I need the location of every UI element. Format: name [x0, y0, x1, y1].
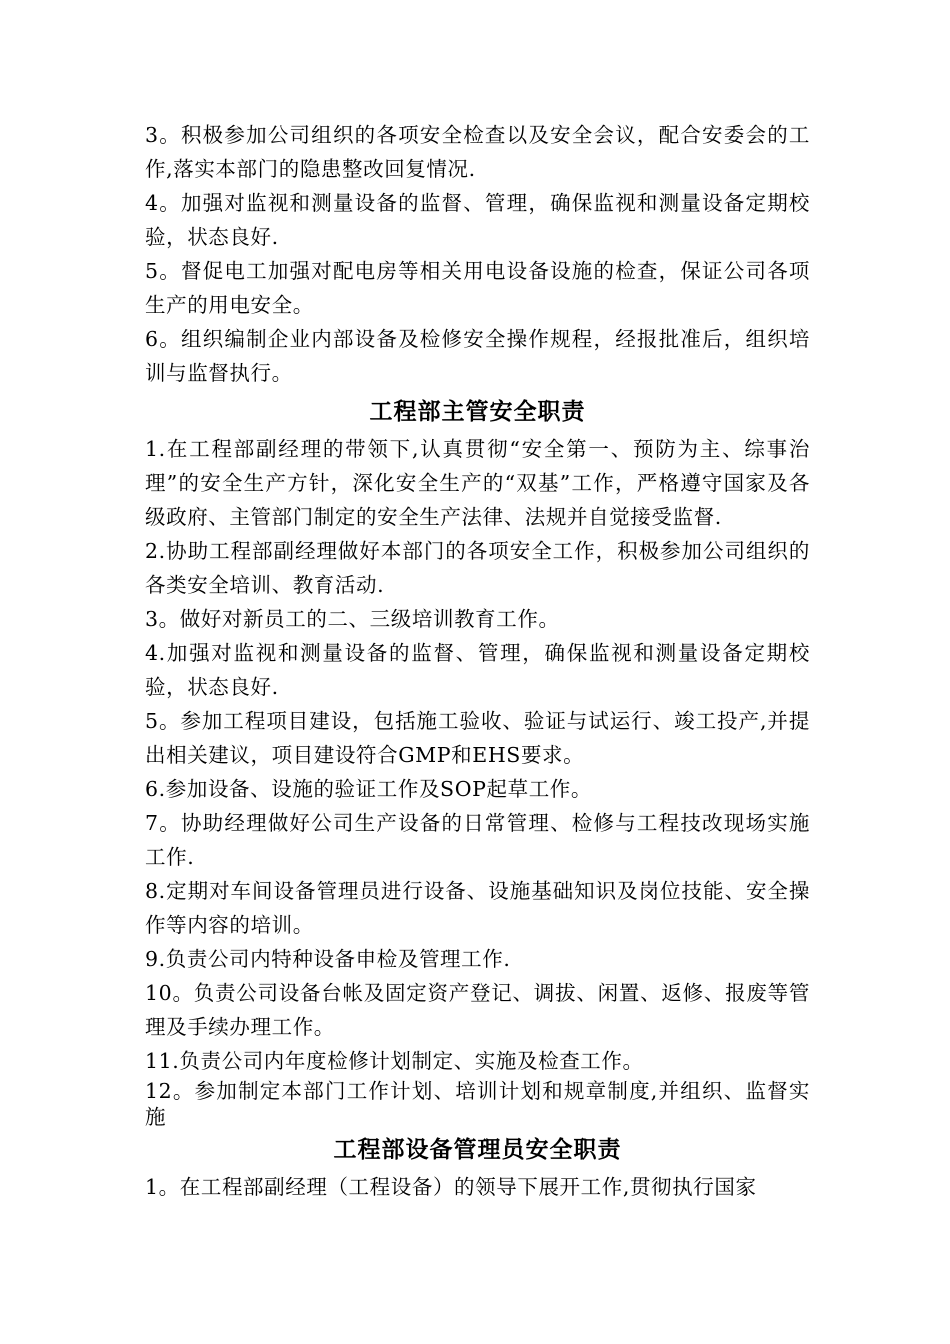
section-title-supervisor: 工程部主管安全职责 [369, 399, 586, 425]
paragraph-b11: 11.负责公司内年度检修计划制定、实施及检查工作。 [145, 1049, 644, 1073]
paragraph-a5: 5。督促电工加强对配电房等相关用电设备设施的检查，保证公司各项生产的用电安全。 [145, 259, 810, 317]
paragraph-b2: 2.协助工程部副经理做好本部门的各项安全工作，积极参加公司组织的各类安全培训、教育活动. [145, 539, 810, 597]
paragraph-a3: 3。积极参加公司组织的各项安全检查以及安全会议，配合安委会的工作,落实本部门的隐患整改回复情况. [145, 123, 810, 181]
paragraph-b9: 9.负责公司内特种设备申检及管理工作. [145, 947, 511, 971]
section-b [145, 432, 810, 1130]
section-title-equipment-admin: 工程部设备管理员安全职责 [333, 1137, 622, 1163]
paragraph-b10: 10。负责公司设备台帐及固定资产登记、调拔、闲置、返修、报废等管理及手续办理工作。 [145, 981, 810, 1039]
section-a [145, 118, 810, 390]
paragraph-b12: 12。参加制定本部门工作计划、培训计划和规章制度,并组织、监督实施 [145, 1079, 810, 1129]
paragraph-a4: 4。加强对监视和测量设备的监督、管理，确保监视和测量设备定期校验，状态良好. [145, 191, 810, 249]
paragraph-c1: 1。在工程部副经理（工程设备）的领导下展开工作,贯彻执行国家 [145, 1175, 757, 1199]
section-c [145, 1170, 810, 1204]
paragraph-b8: 8.定期对车间设备管理员进行设备、设施基础知识及岗位技能、安全操作等内容的培训。 [145, 879, 810, 937]
paragraph-b6: 6.参加设备、设施的验证工作及SOP起草工作。 [145, 777, 593, 801]
paragraph-b7: 7。协助经理做好公司生产设备的日常管理、检修与工程技改现场实施工作. [145, 811, 810, 869]
paragraph-b4: 4.加强对监视和测量设备的监督、管理，确保监视和测量设备定期校验，状态良好. [145, 641, 810, 699]
paragraph-b5: 5。参加工程项目建设，包括施工验收、验证与试运行、竣工投产,并提出相关建议，项目建设符合GMP和EHS要求。 [145, 709, 810, 767]
paragraph-a6: 6。组织编制企业内部设备及检修安全操作规程，经报批准后，组织培训与监督执行。 [145, 327, 810, 385]
paragraph-b3: 3。做好对新员工的二、三级培训教育工作。 [145, 607, 560, 631]
document-page [145, 118, 810, 1204]
paragraph-b1: 1.在工程部副经理的带领下,认真贯彻“安全第一、预防为主、综事治理”的安全生产方针，深化安全生产的“双基”工作，严格遵守国家及各级政府、主管部门制定的安全生产法律、法规并自觉接受监督. [145, 437, 810, 529]
